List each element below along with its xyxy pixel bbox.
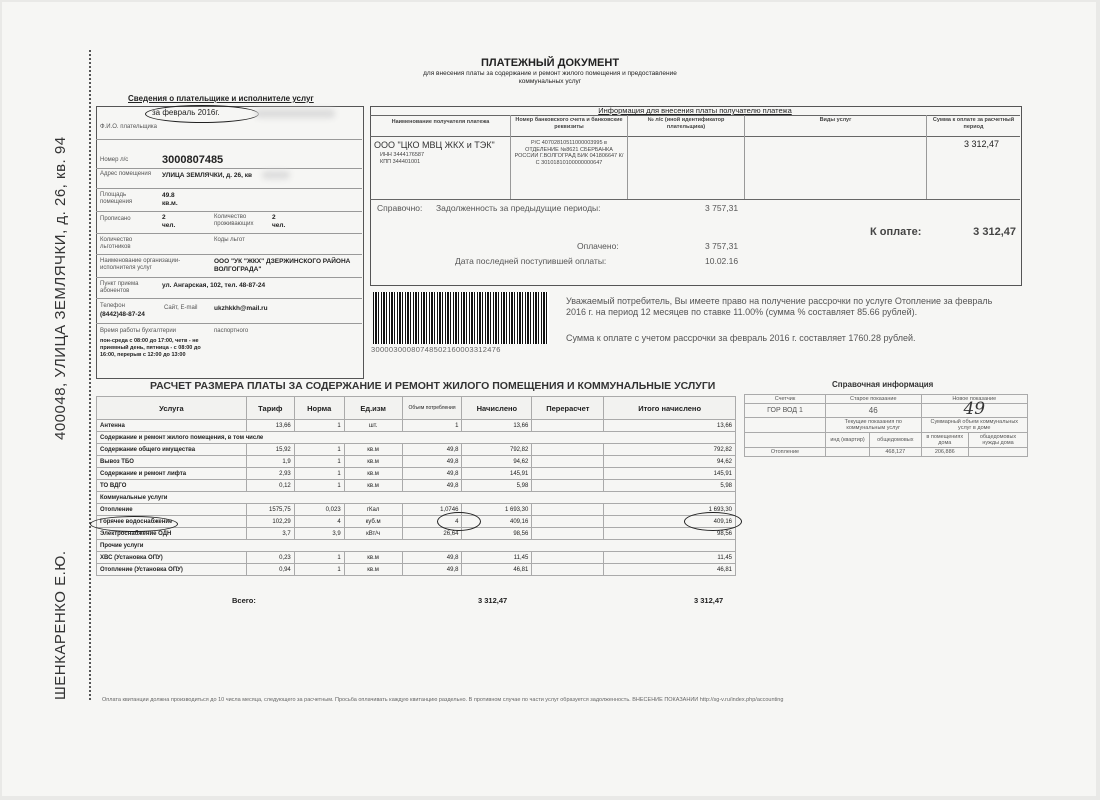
hours-label: Время работы бухгалтерии [100, 328, 177, 334]
reception-label: Пункт приема абонентов [100, 281, 139, 294]
table-row [97, 528, 736, 540]
ref-heating: Отопление [745, 448, 826, 457]
registered-unit: чел. [162, 222, 176, 229]
col-header-total: Итого начислено [604, 397, 736, 420]
calc-title: РАСЧЕТ РАЗМЕРА ПЛАТЫ ЗА СОДЕРЖАНИЕ И РЕМОНТ ЖИЛОГО ПОМЕЩЕНИЯ И КОММУНАЛЬНЫЕ УСЛУГИ [150, 380, 716, 392]
last-payment-label: Дата последней поступившей оплаты: [455, 256, 607, 266]
table-cell: ТО ВДГО [97, 480, 247, 492]
group-label: Прочие услуги [97, 540, 736, 552]
ref-common: общедомовых [870, 433, 921, 448]
table-cell: Содержание общего имущества [97, 444, 247, 456]
residents-value: 2 [272, 214, 276, 221]
table-cell: 11,45 [462, 552, 532, 564]
heating-circle-mark [90, 516, 178, 532]
table-cell: 49,8 [402, 456, 462, 468]
table-cell: 0,23 [246, 552, 294, 564]
table-row [97, 480, 736, 492]
table-cell: 2,93 [246, 468, 294, 480]
table-cell: кв.м [344, 480, 402, 492]
ref-blank [745, 418, 826, 433]
table-cell [532, 564, 604, 576]
table-cell: 409,16 [604, 516, 736, 528]
table-row [97, 504, 736, 516]
payment-info-title: Информация для внесения платы получателю платежа [598, 106, 792, 115]
table-cell: 49,8 [402, 444, 462, 456]
account-number: 3000807485 [162, 154, 224, 166]
table-cell: Электроснабжение ОДН [97, 528, 247, 540]
col-header-accrued: Начислено [462, 397, 532, 420]
divider [96, 139, 362, 140]
table-group-row [97, 540, 736, 552]
table-cell: 792,82 [462, 444, 532, 456]
divider [926, 115, 927, 199]
benefit-codes-label: Коды льгот [214, 237, 245, 243]
table-group-row [97, 432, 736, 444]
table-cell: 409,16 [462, 516, 532, 528]
table-cell: 4 [294, 516, 344, 528]
table-row [97, 516, 736, 528]
last-payment-value: 10.02.16 [705, 256, 739, 266]
ref-col-meter: Счетчик [745, 395, 826, 404]
side-name: ШЕНКАРЕНКО Е.Ю. [52, 550, 69, 700]
col-id: № л/с (иной идентификатор плательщика) [647, 117, 725, 130]
ref-heating-val2: 206,886 [921, 448, 968, 457]
debt-label: Задолженность за предыдущие периоды: [436, 203, 601, 213]
divider [510, 115, 511, 199]
table-cell: ХВС (Установка ОПУ) [97, 552, 247, 564]
table-cell: 1 693,30 [462, 504, 532, 516]
registered-label: Прописано [100, 216, 131, 222]
table-cell: 49,8 [402, 468, 462, 480]
table-cell: 5,98 [604, 480, 736, 492]
table-cell: 1 [294, 468, 344, 480]
table-cell: 1 [402, 420, 462, 432]
col-header-recalc: Перерасчет [532, 397, 604, 420]
table-cell: 49,8 [402, 480, 462, 492]
document-title: ПЛАТЕЖНЫЙ ДОКУМЕНТ [480, 57, 620, 69]
beneficiaries-label: Количество льготников [100, 237, 133, 250]
table-cell: 13,66 [246, 420, 294, 432]
divider [744, 115, 745, 199]
col-header-volume: Объем потребления [402, 397, 462, 420]
col-header-service: Услуга [97, 397, 247, 420]
ref-old: 46 [826, 404, 922, 418]
divider [627, 115, 628, 199]
table-cell: 15,92 [246, 444, 294, 456]
table-cell [532, 468, 604, 480]
table-cell: 94,62 [604, 456, 736, 468]
table-row [97, 444, 736, 456]
col-sum: Сумма к оплате за расчетный период [932, 117, 1015, 130]
table-cell: 1 [294, 480, 344, 492]
billing-period: за февраль 2016г. [152, 108, 220, 117]
group-label: Содержание и ремонт жилого помещения, в том числе [97, 432, 736, 444]
barcode-number: 30000300080748502160003312476 [371, 345, 501, 354]
account-label: Номер л/с [100, 157, 129, 163]
calc-table [96, 396, 736, 576]
paid-label: Оплачено: [577, 241, 619, 251]
address-label: Адрес помещения [100, 171, 152, 177]
residents-unit: чел. [272, 222, 286, 229]
divider [96, 168, 362, 169]
payer-section-title: Сведения о плательщике и исполнителе услуг [128, 94, 314, 103]
side-address: 400048, УЛИЦА ЗЕМЛЯЧКИ, д. 26, кв. 94 [52, 136, 69, 440]
total-circle-mark [684, 512, 742, 531]
ref-blank [826, 448, 870, 457]
residents-label: Количество проживающих [214, 214, 254, 227]
table-cell: Антенна [97, 420, 247, 432]
table-cell: Горячее водоснабжение [97, 516, 247, 528]
col-recipient: Наименование получателя платежа [391, 119, 490, 125]
table-cell [532, 480, 604, 492]
table-cell: 11,45 [604, 552, 736, 564]
table-cell: кв.м [344, 564, 402, 576]
barcode [373, 292, 549, 344]
ref-col-new: Новое показание [921, 395, 1027, 404]
table-cell: кв.м [344, 444, 402, 456]
area-label: Площадь помещения [100, 192, 133, 205]
divider [370, 199, 1020, 200]
table-cell: 3,9 [294, 528, 344, 540]
recipient-kpp: КПП 344401001 [380, 159, 421, 165]
table-cell [532, 444, 604, 456]
ref-blank [969, 448, 1028, 457]
hours-value: пон-среда с 08:00 до 17:00, четв - не приемный день, пятница - с 08:00 до 16:00, перерыв с 12:00 до 13:00 [100, 338, 201, 358]
table-cell: 102,29 [246, 516, 294, 528]
installment-sum-notice: Сумма к оплате с учетом рассрочки за февраль 2016 г. составляет 1760.28 рублей. [566, 333, 916, 343]
ref-total-label: Суммарный объем коммунальных услуг в доме [921, 418, 1027, 433]
installment-notice: Уважаемый потребитель, Вы имеете право на получение рассрочки по услуге Отопление за февраль 2016 г. на период 12 месяцев по ставке 11.00% (сумма % составляет 85.66 рублей). [566, 296, 993, 317]
divider [96, 211, 362, 212]
table-cell: 26,64 [402, 528, 462, 540]
table-cell: 98,56 [604, 528, 736, 540]
ref-ind: инд (квартир) [826, 433, 870, 448]
site-label: Сайт, E-mail [164, 305, 198, 311]
phone-label: Телефон [100, 303, 125, 309]
table-cell: 1 [294, 552, 344, 564]
ref-in-rooms: в помещениях дома [921, 433, 968, 448]
table-cell: 49,8 [402, 552, 462, 564]
table-cell: 0,12 [246, 480, 294, 492]
table-cell: 1,0746 [402, 504, 462, 516]
email-value: ukzhkkh@mail.ru [214, 305, 268, 312]
recipient-inn: ИНН 3444176587 [380, 152, 425, 158]
org-label: Наименование организации-исполнителя услуг [100, 258, 181, 271]
divider [96, 188, 362, 189]
table-group-row [97, 492, 736, 504]
volume-circle-mark [437, 512, 481, 531]
reference-table [744, 394, 1028, 457]
col-services: Виды услуг [819, 117, 852, 123]
bank-details: Р/С 40702810511000003995 в ОТДЕЛЕНИЕ №8621 СБЕРБАНКА РОССИИ Г.ВОЛГОГРАД БИК 041806647 К/С 30101810100000000647 [514, 140, 624, 166]
table-cell: 46,81 [462, 564, 532, 576]
summary-ref-label: Справочно: [377, 203, 423, 213]
table-cell: 1 [294, 420, 344, 432]
fio-label: Ф.И.О. плательщика [100, 124, 157, 130]
ref-common-needs: общедомовых нужды дома [969, 433, 1028, 448]
total-accrued: 3 312,47 [478, 596, 508, 605]
redacted-name [255, 109, 335, 118]
table-cell: 13,66 [462, 420, 532, 432]
debt-value: 3 757,31 [705, 203, 739, 213]
table-row [97, 456, 736, 468]
divider [96, 298, 362, 299]
perforation-line [89, 50, 91, 700]
table-cell: Содержание и ремонт лифта [97, 468, 247, 480]
table-cell: 1 [294, 456, 344, 468]
table-cell: 1,9 [246, 456, 294, 468]
divider [370, 136, 1020, 137]
total-value: 3 312,47 [694, 596, 724, 605]
table-cell: 94,62 [462, 456, 532, 468]
divider [96, 254, 362, 255]
table-cell [532, 516, 604, 528]
table-cell: Отопление [97, 504, 247, 516]
table-cell [532, 552, 604, 564]
table-cell [532, 420, 604, 432]
table-cell: 46,81 [604, 564, 736, 576]
col-header-unit: Ед.изм [344, 397, 402, 420]
table-cell: 5,98 [462, 480, 532, 492]
table-cell: 0,023 [294, 504, 344, 516]
address-value: УЛИЦА ЗЕМЛЯЧКИ, д. 26, кв [162, 172, 252, 179]
ref-new-handwritten: 49 [963, 398, 986, 419]
table-cell: Отопление (Установка ОПУ) [97, 564, 247, 576]
table-row [97, 420, 736, 432]
table-cell: 1 693,30 [604, 504, 736, 516]
table-row [97, 468, 736, 480]
reception-value: ул. Ангарская, 102, тел. 48-87-24 [162, 282, 266, 289]
redacted-apartment [262, 171, 290, 179]
table-cell: 1 [294, 564, 344, 576]
org-value: ООО "УК "ЖКХ" ДЗЕРЖИНСКОГО РАЙОНА ВОЛГОГРАДА" [214, 258, 351, 273]
phone-value: (8442)48-87-24 [100, 311, 145, 318]
table-cell: Вывоз ТБО [97, 456, 247, 468]
table-cell: куб.м [344, 516, 402, 528]
total-label: Всего: [232, 596, 256, 605]
reference-title: Справочная информация [832, 380, 934, 389]
paid-value: 3 757,31 [705, 241, 739, 251]
recipient-name: ООО "ЦКО МВЦ ЖКХ и ТЭК" [374, 140, 495, 150]
table-cell: кв.м [344, 456, 402, 468]
divider [96, 233, 362, 234]
table-cell: 1575,75 [246, 504, 294, 516]
table-cell: кв.м [344, 552, 402, 564]
ref-heating-val1: 468,127 [870, 448, 921, 457]
table-cell [532, 504, 604, 516]
ref-cur-label: Текущие показания по коммунальным услуг [826, 418, 922, 433]
ref-blank [745, 433, 826, 448]
table-cell: кв.м [344, 468, 402, 480]
table-cell: 4 [402, 516, 462, 528]
table-cell: шт. [344, 420, 402, 432]
payment-sum: 3 312,47 [963, 139, 999, 149]
table-cell [532, 528, 604, 540]
ref-col-old: Старое показание [826, 395, 922, 404]
document-subtitle-2: коммунальных услуг [518, 78, 582, 85]
col-bank: Номер банковского счета и банковские реквизиты [515, 117, 623, 130]
to-pay-value: 3 312,47 [973, 226, 1016, 238]
table-cell: 49,8 [402, 564, 462, 576]
divider [370, 115, 1020, 116]
table-cell: 98,56 [462, 528, 532, 540]
group-label: Коммунальные услуги [97, 492, 736, 504]
table-row [97, 552, 736, 564]
col-header-tariff: Тариф [246, 397, 294, 420]
area-value: 49.8 [162, 192, 175, 199]
table-cell: 0,94 [246, 564, 294, 576]
table-cell: 145,91 [462, 468, 532, 480]
table-cell: гКал [344, 504, 402, 516]
period-circle-mark [145, 105, 259, 123]
registered-value: 2 [162, 214, 166, 221]
footer-note: Оплата квитанции должна производиться до 10 числа месяца, следующего за расчетным. Просьба оплачивать каждую квитанцию раздельно. В противном случае по части услуг образуется задолженность. ВНЕСЕНИЕ ПОКАЗАНИЙ http://sg-v.ru/index.php/accounting [102, 697, 784, 703]
table-cell: кВт/ч [344, 528, 402, 540]
passport-label: паспортного [214, 328, 249, 334]
table-cell [532, 456, 604, 468]
col-header-norm: Норма [294, 397, 344, 420]
table-cell: 3,7 [246, 528, 294, 540]
table-cell: 1 [294, 444, 344, 456]
divider [96, 277, 362, 278]
table-cell: 13,66 [604, 420, 736, 432]
table-row [97, 564, 736, 576]
to-pay-label: К оплате: [870, 226, 922, 238]
table-cell: 792,82 [604, 444, 736, 456]
divider [96, 323, 362, 324]
area-unit: кв.м. [162, 200, 178, 207]
table-cell: 145,91 [604, 468, 736, 480]
document-subtitle-1: для внесения платы за содержание и ремонт жилого помещения и предоставление [423, 70, 677, 77]
ref-meter: ГОР ВОД 1 [745, 404, 826, 418]
